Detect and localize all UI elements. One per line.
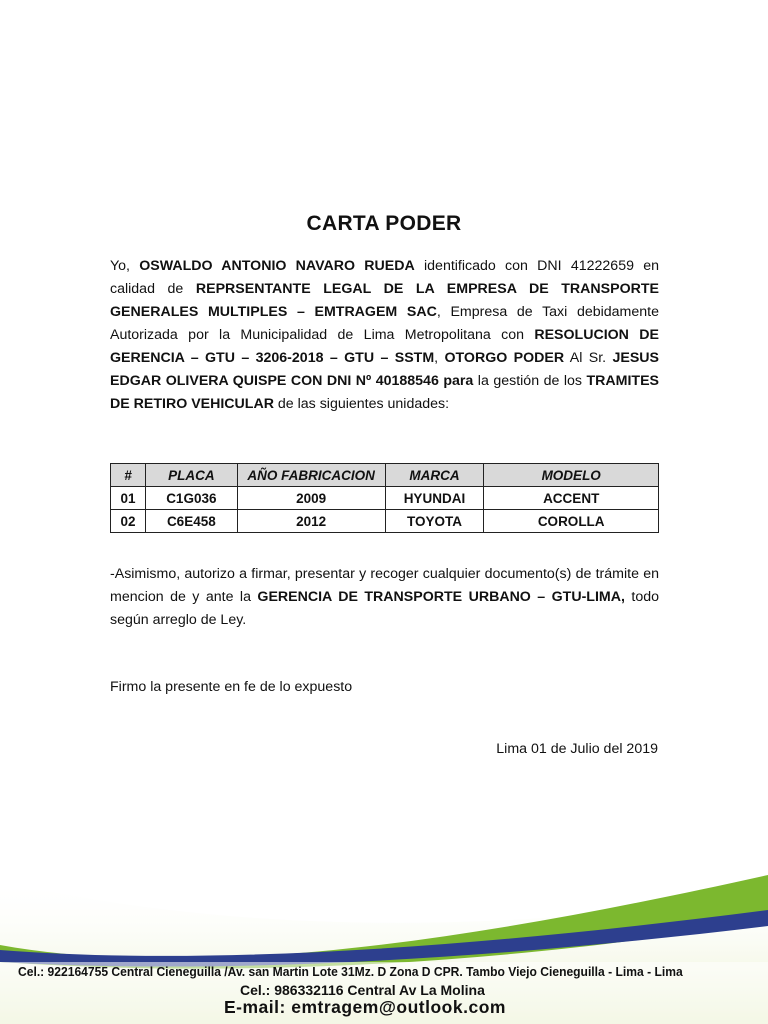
bold-text-segment: OTORGO PODER xyxy=(444,350,565,366)
text-segment: Yo, xyxy=(110,258,140,274)
cell-number: 01 xyxy=(111,487,146,510)
bold-text-segment: RESOLUCION DE GERENCIA – GTU – 3206-2018 – GTU – SSTM xyxy=(110,327,659,366)
text-segment: , xyxy=(434,350,445,366)
letterhead-footer xyxy=(0,850,768,1024)
cell-ano: 2009 xyxy=(237,487,385,510)
header-marca: MARCA xyxy=(385,464,484,487)
text-segment: -Asimismo, autorizo a firmar, presentar y recoger cualquier documento(s) de trámite en mencion de y ante la xyxy=(110,566,659,605)
table-row xyxy=(111,487,659,510)
signature-statement: Firmo la presente en fe de lo expuesto xyxy=(110,679,353,695)
header-ano-fabricacion: AÑO FABRICACION xyxy=(237,464,385,487)
table-header-row xyxy=(111,464,659,487)
text-segment: todo según arreglo de Ley. xyxy=(110,589,659,628)
header-placa: PLACA xyxy=(145,464,237,487)
footer-email: E-mail: emtragem@outlook.com xyxy=(224,997,506,1017)
cell-marca: HYUNDAI xyxy=(385,487,484,510)
text-segment: la gestión de los xyxy=(473,373,587,389)
bold-text-segment: GERENCIA DE TRANSPORTE URBANO – GTU-LIMA, xyxy=(257,589,625,605)
bold-text-segment: OSWALDO ANTONIO NAVARO RUEDA xyxy=(139,258,415,274)
document-title: CARTA PODER xyxy=(306,212,462,235)
opening-paragraph xyxy=(110,255,659,416)
cell-placa: C6E458 xyxy=(145,510,237,533)
vehicle-table xyxy=(110,463,659,533)
footer-phone-secondary: Cel.: 986332116 Central Av La Molina xyxy=(240,982,485,998)
document-date: Lima 01 de Julio del 2019 xyxy=(496,741,658,757)
table-row xyxy=(111,510,659,533)
text-segment: identificado con DNI 41222659 en calidad de xyxy=(110,258,660,297)
text-segment: de las siguientes unidades: xyxy=(273,396,450,412)
cell-ano: 2012 xyxy=(237,510,385,533)
bold-text-segment: REPRSENTANTE LEGAL DE LA EMPRESA DE TRANSPORTE GENERALES MULTIPLES – EMTRAGEM SAC xyxy=(110,281,659,320)
cell-modelo: COROLLA xyxy=(484,510,659,533)
authorization-paragraph xyxy=(110,563,659,632)
cell-number: 02 xyxy=(111,510,146,533)
cell-marca: TOYOTA xyxy=(385,510,484,533)
cell-modelo: ACCENT xyxy=(484,487,659,510)
header-number: # xyxy=(111,464,146,487)
footer-phone-address: Cel.: 922164755 Central Cieneguilla /Av. san Martin Lote 31Mz. D Zona D CPR. Tambo Viejo Cieneguilla - Lima - Lima xyxy=(18,964,683,979)
header-modelo: MODELO xyxy=(484,464,659,487)
text-segment: Al Sr. xyxy=(564,350,613,366)
bold-text-segment: TRAMITES DE RETIRO VEHICULAR xyxy=(110,373,659,412)
cell-placa: C1G036 xyxy=(145,487,237,510)
text-segment: , Empresa de Taxi debidamente Autorizada por la Municipalidad de Lima Metropolitana con xyxy=(110,304,659,343)
bold-text-segment: JESUS EDGAR OLIVERA QUISPE CON DNI Nº 40188546 para xyxy=(110,350,659,389)
